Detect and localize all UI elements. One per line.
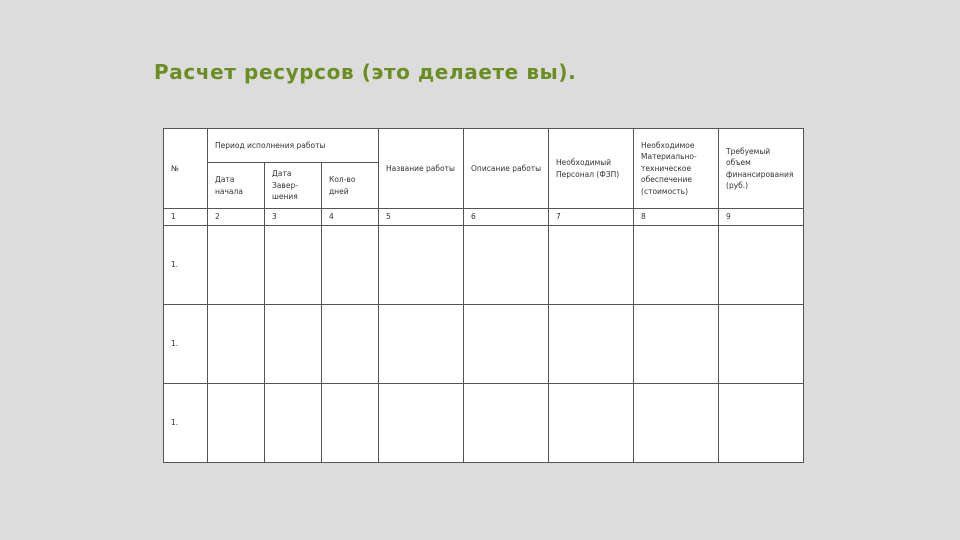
row-number: 1.	[164, 384, 208, 463]
empty-cell	[549, 226, 634, 305]
header-equipment: Необходимое Материально-техническое обеспечение (стоимость)	[634, 129, 719, 209]
header-period: Период исполнения работы	[208, 129, 379, 163]
column-number: 5	[379, 209, 464, 226]
column-number: 1	[164, 209, 208, 226]
row-number: 1.	[164, 305, 208, 384]
header-number: №	[164, 129, 208, 209]
resources-table	[163, 128, 804, 463]
empty-cell	[322, 305, 379, 384]
header-work-name: Название работы	[379, 129, 464, 209]
empty-cell	[265, 384, 322, 463]
empty-cell	[464, 226, 549, 305]
table-row	[164, 305, 804, 384]
column-number: 6	[464, 209, 549, 226]
column-number: 9	[719, 209, 804, 226]
page-title: Расчет ресурсов (это делаете вы).	[154, 60, 577, 84]
empty-cell	[634, 384, 719, 463]
empty-cell	[322, 226, 379, 305]
empty-cell	[208, 384, 265, 463]
empty-cell	[719, 384, 804, 463]
header-row	[164, 129, 804, 163]
empty-cell	[265, 226, 322, 305]
header-finish-date: Дата Завер-шения	[265, 163, 322, 209]
row-number: 1.	[164, 226, 208, 305]
empty-cell	[464, 384, 549, 463]
column-number: 8	[634, 209, 719, 226]
header-funding: Требуемый объем финансирования (руб.)	[719, 129, 804, 209]
empty-cell	[549, 384, 634, 463]
empty-cell	[322, 384, 379, 463]
column-numbers-row	[164, 209, 804, 226]
column-number: 7	[549, 209, 634, 226]
empty-cell	[549, 305, 634, 384]
table-row	[164, 384, 804, 463]
column-number: 4	[322, 209, 379, 226]
empty-cell	[379, 226, 464, 305]
header-start-date: Дата начала	[208, 163, 265, 209]
table-row	[164, 226, 804, 305]
header-days-count: Кол-во дней	[322, 163, 379, 209]
empty-cell	[634, 226, 719, 305]
empty-cell	[379, 384, 464, 463]
column-number: 2	[208, 209, 265, 226]
empty-cell	[719, 305, 804, 384]
empty-cell	[464, 305, 549, 384]
empty-cell	[208, 226, 265, 305]
header-staff: Необходимый Персонал (ФЗП)	[549, 129, 634, 209]
empty-cell	[265, 305, 322, 384]
header-work-description: Описание работы	[464, 129, 549, 209]
empty-cell	[208, 305, 265, 384]
empty-cell	[634, 305, 719, 384]
empty-cell	[719, 226, 804, 305]
empty-cell	[379, 305, 464, 384]
column-number: 3	[265, 209, 322, 226]
